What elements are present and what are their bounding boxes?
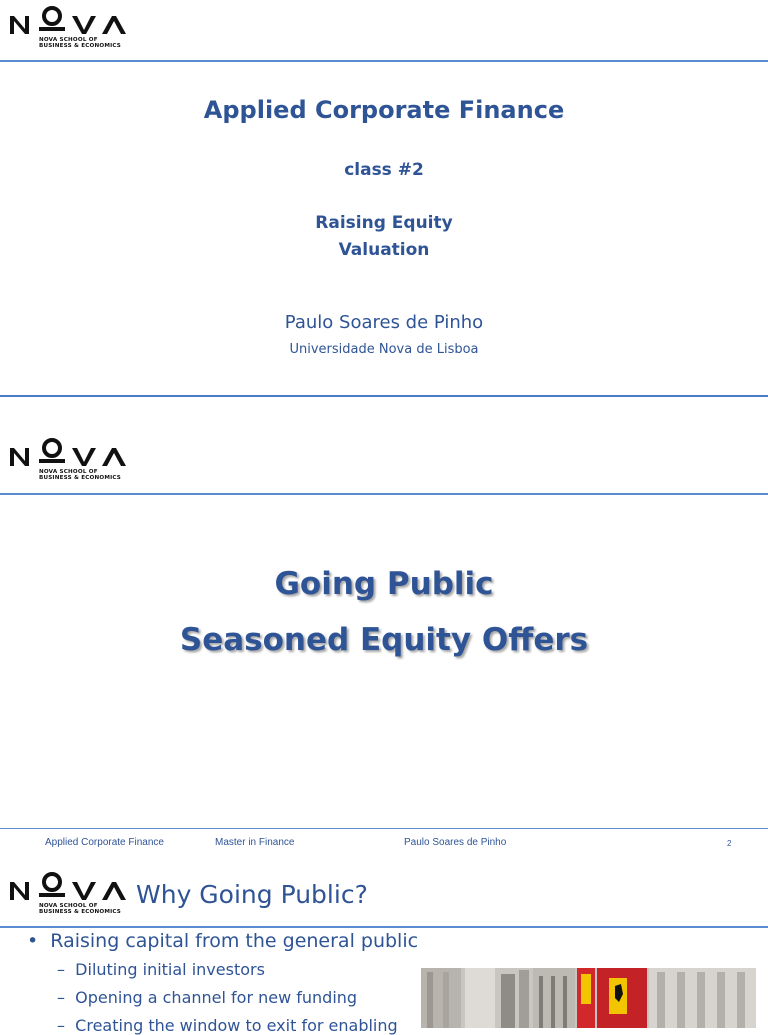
nova-wordmark-icon [8,436,132,468]
subtitle-line2: Valuation [338,240,430,260]
sub-bullet-text: Opening a channel for new funding [75,988,358,1007]
logo-tagline-line1: NOVA SCHOOL OF [39,37,98,43]
nova-wordmark-icon [8,870,132,902]
class-label: class #2 [344,160,424,180]
slide-title: Why Going Public? [136,880,368,909]
slide-title: Applied Corporate Finance [203,96,565,124]
slide-2 [0,398,768,860]
logo-tagline-line2: BUSINESS & ECONOMICS [39,475,122,481]
header-rule [0,926,768,928]
author-name: Paulo Soares de Pinho [284,312,484,333]
logo-tagline-line2: BUSINESS & ECONOMICS [39,909,122,915]
sub-bullet-item: – Creating the window to exit for enabling [57,1016,398,1035]
sub-bullet-text: Creating the window to exit for enabling [75,1016,398,1035]
subtitle-line1: Raising Equity [315,213,453,233]
footer-author: Paulo Soares de Pinho [404,837,507,848]
sub-bullet-text: Diluting initial investors [75,960,265,979]
logo-tagline-line1: NOVA SCHOOL OF [39,903,98,909]
nova-logo [8,436,132,484]
slide-title-line1: Going Public [274,566,494,602]
header-rule [0,60,768,62]
bullet-item: • Raising capital from the general public [27,930,419,952]
slide-3 [0,862,768,1035]
bullet-text: Raising capital from the general public [50,930,419,952]
slide-separator [0,395,768,397]
logo-tagline-line2: BUSINESS & ECONOMICS [39,43,122,49]
footer-rule [0,828,768,829]
nova-logo [8,4,132,52]
page-number: 2 [727,839,732,848]
nova-logo [8,870,132,918]
stock-exchange-image [421,968,756,1028]
nova-wordmark-icon [8,4,132,36]
footer-course: Applied Corporate Finance [45,837,164,848]
footer-program: Master in Finance [215,837,295,848]
sub-bullet-item: – Opening a channel for new funding [57,988,358,1007]
sub-bullet-item: – Diluting initial investors [57,960,265,979]
institution-name: Universidade Nova de Lisboa [289,342,479,357]
slide-1 [0,0,768,395]
slide-title-line2: Seasoned Equity Offers [179,622,589,658]
header-rule [0,493,768,495]
nyse-ferrari-photo [421,968,756,1028]
logo-tagline-line1: NOVA SCHOOL OF [39,469,98,475]
